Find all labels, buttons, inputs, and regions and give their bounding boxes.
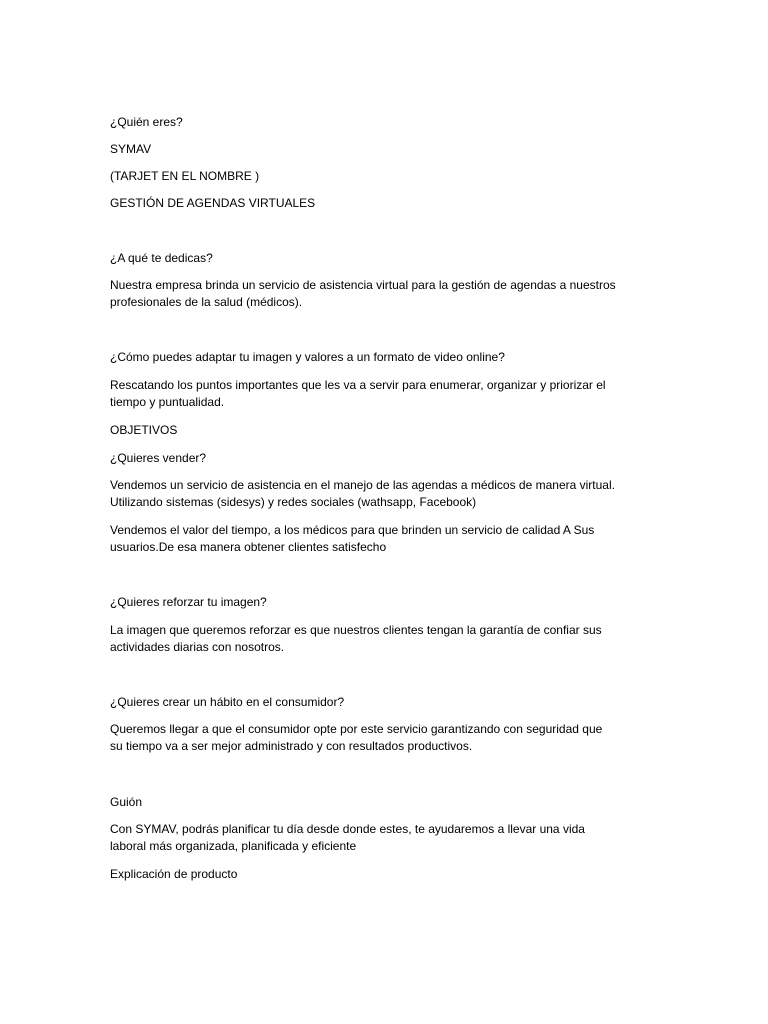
answer-line: Con SYMAV, podrás planificar tu día desde donde estes, te ayudaremos a llevar una vida <box>110 822 585 836</box>
answer-line: Utilizando sistemas (sidesys) y redes sociales (wathsapp, Facebook) <box>110 495 477 509</box>
answer-line: tiempo y puntualidad. <box>110 395 225 409</box>
answer-habit <box>110 721 670 755</box>
answer-sell-1 <box>110 477 670 511</box>
question-adapt-image: ¿Cómo puedes adaptar tu imagen y valores a un formato de video online? <box>110 350 505 364</box>
answer-line: Vendemos un servicio de asistencia en el manejo de las agendas a médicos de manera virtual. <box>110 478 615 492</box>
question-reinforce-image: ¿Quieres reforzar tu imagen? <box>110 595 267 609</box>
script-heading: Guión <box>110 795 143 809</box>
objectives-heading: OBJETIVOS <box>110 423 178 437</box>
answer-line: su tiempo va a ser mejor administrado y con resultados productivos. <box>110 739 473 753</box>
answer-line: La imagen que queremos reforzar es que nuestros clientes tengan la garantía de confiar sus <box>110 623 602 637</box>
answer-adapt-image <box>110 377 670 411</box>
answer-line: actividades diarias con nosotros. <box>110 640 285 654</box>
answer-what-do <box>110 277 670 311</box>
company-subtitle: GESTIÓN DE AGENDAS VIRTUALES <box>110 196 316 210</box>
question-sell: ¿Quieres vender? <box>110 451 207 465</box>
company-name: SYMAV <box>110 142 152 156</box>
answer-line: Nuestra empresa brinda un servicio de asistencia virtual para la gestión de agendas a nuestros <box>110 278 616 292</box>
product-explanation-heading: Explicación de producto <box>110 867 238 881</box>
tarjet-note: (TARJET EN EL NOMBRE ) <box>110 169 260 183</box>
question-habit: ¿Quieres crear un hábito en el consumidor? <box>110 695 345 709</box>
answer-sell-2 <box>110 522 670 556</box>
answer-line: Vendemos el valor del tiempo, a los médicos para que brinden un servicio de calidad A Sus <box>110 523 595 537</box>
question-who: ¿Quién eres? <box>110 115 183 129</box>
answer-line: Queremos llegar a que el consumidor opte por este servicio garantizando con seguridad que <box>110 722 603 736</box>
answer-reinforce-image <box>110 622 670 656</box>
question-what-do: ¿A qué te dedicas? <box>110 251 213 265</box>
answer-line: Rescatando los puntos importantes que les va a servir para enumerar, organizar y priorizar el <box>110 378 606 392</box>
script-text <box>110 821 670 855</box>
answer-line: laboral más organizada, planificada y eficiente <box>110 839 357 853</box>
answer-line: usuarios.De esa manera obtener clientes satisfecho <box>110 540 387 554</box>
answer-line: profesionales de la salud (médicos). <box>110 295 303 309</box>
